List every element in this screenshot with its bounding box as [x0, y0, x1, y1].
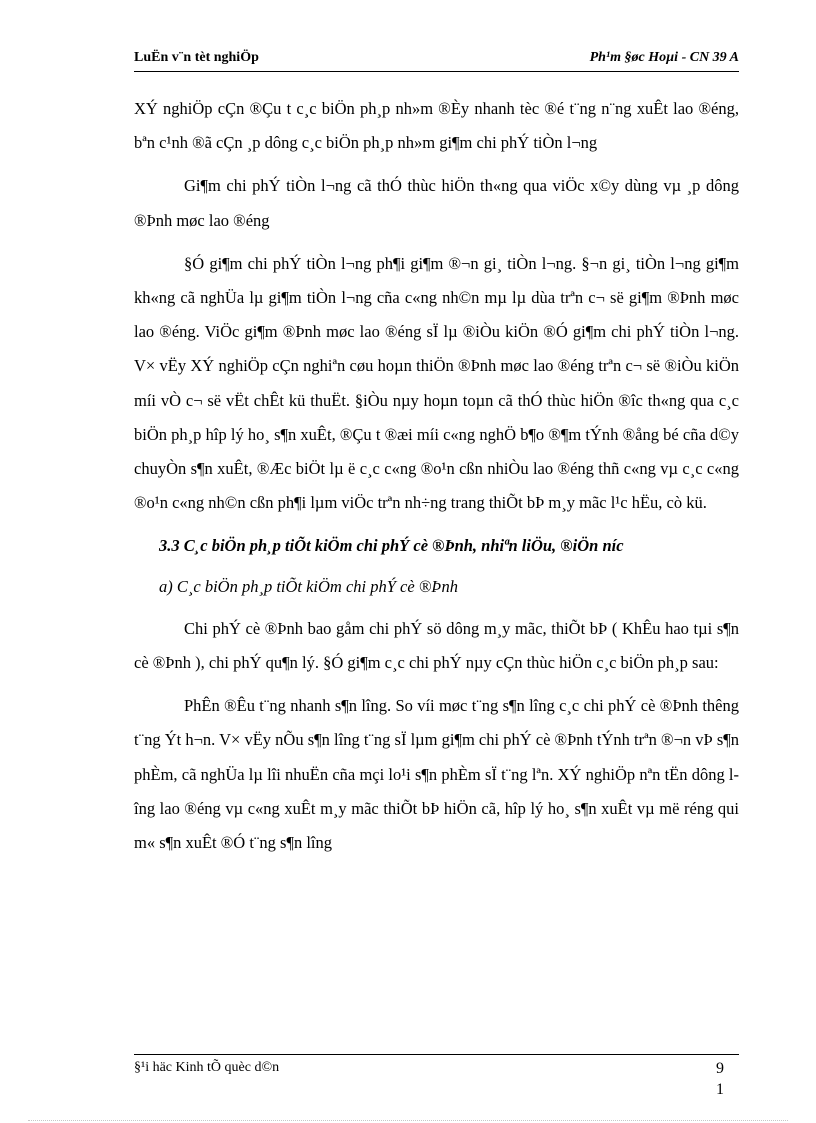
- header-thesis-title: LuËn v¨n tèt nghiÖp: [134, 50, 259, 65]
- header-rule: [134, 71, 739, 72]
- footer-university: §¹i häc Kinh tÕ quèc d©n: [134, 1060, 280, 1075]
- paragraph-5: PhÊn ®Êu t¨ng nhanh s¶n lîng. So víi møc t¨ng s¶n lîng c¸c chi phÝ cè ®Þnh thêng t¨ng Ýt h¬n. V× vËy nÕu s¶n lîng t¨ng sÏ lµm gi¶m chi phÝ cè ®Þnh tÝnh trªn ®¬n vÞ s¶n phÈm, cã nghÜa lµ lîi nhuËn cña mçi lo¹i s¶n phÈm sÏ t¨ng lªn. XÝ nghiÖp nªn tËn dông lîng lao ®éng vµ c«ng xuÊt m¸y mãc thiÕt bÞ hiÖn cã, hîp lý ho¸ s¶n xuÊt vµ më réng qui m« s¶n xuÊt ®Ó t¨ng s¶n lîng: [134, 696, 739, 853]
- footer-rule: [134, 1054, 739, 1055]
- page-edge-divider: [28, 1120, 788, 1121]
- paragraph-3: §Ó gi¶m chi phÝ tiÒn l¬ng ph¶i gi¶m ®¬n gi¸ tiÒn l¬ng. §¬n gi¸ tiÒn l¬ng gi¶m kh«ng cã nghÜa lµ gi¶m tiÒn l¬ng cña c«ng nh©n mµ lµ dùa trªn c¬ së gi¶m ®Þnh møc lao ®éng. ViÖc gi¶m ®Þnh møc lao ®éng sÏ lµ ®iÒu kiÖn ®Ó gi¶m chi phÝ tiÒn l¬ng. V× vËy XÝ nghiÖp cÇn nghiªn cøu hoµn thiÖn ®Þnh møc lao ®éng trªn c¬ së ®iÒu kiÖn míi vÒ c¬ së vËt chÊt kü thuËt. §iÒu nµy hoµn toµn cã thÓ thùc hiÖn ®îc th«ng qua c¸c biÖn ph¸p hîp lý ho¸ s¶n xuÊt, ®Çu t ®æi míi c«ng nghÖ b¶o ®¶m tÝnh ®ång bé cña d©y chuyÒn s¶n xuÊt, ®Æc biÖt lµ ë c¸c c«ng ®o¹n cßn nhiÒu lao ®éng thñ c«ng vµ c¸c c«ng ®o¹n c«ng nh©n cßn ph¶i lµm viÖc trªn nh÷ng trang thiÕt bÞ m¸y mãc l¹c hËu, cò kü.: [134, 253, 739, 513]
- page-number-line-2: 1: [716, 1081, 724, 1098]
- page-number: [710, 1058, 730, 1100]
- section-heading: 3.3 C¸c biÖn ph¸p tiÕt kiÖm chi phÝ cè ®Þnh, nhiªn liÖu, ®iÖn níc: [159, 536, 624, 556]
- paragraph-2: Gi¶m chi phÝ tiÒn l¬ng cã thÓ thùc hiÖn th«ng qua viÖc x©y dùng vµ ¸p dông ®Þnh møc lao ®éng: [134, 176, 739, 230]
- page-header: [134, 50, 739, 70]
- page-body: [134, 92, 739, 869]
- paragraph-4: Chi phÝ cè ®Þnh bao gåm chi phÝ sö dông m¸y mãc, thiÕt bÞ ( KhÊu hao tµi s¶n cè ®Þnh ), chi phÝ qu¶n lý. §Ó gi¶m c¸c chi phÝ nµy cÇn thùc hiÖn c¸c biÖn ph¸p sau:: [134, 618, 739, 673]
- subsection-heading: a) C¸c biÖn ph¸p tiÕt kiÖm chi phÝ cè ®Þnh: [159, 576, 458, 596]
- header-author: Ph¹m §øc Hoµi - CN 39 A: [589, 50, 739, 65]
- page-number-line-1: 9: [716, 1060, 724, 1077]
- paragraph-1: XÝ nghiÖp cÇn ®Çu t c¸c biÖn ph¸p nh»m ®Èy nhanh tèc ®é t¨ng n¨ng xuÊt lao ®éng, bªn c¹nh ®ã cÇn ¸p dông c¸c biÖn ph¸p nh»m gi¶m chi phÝ tiÒn l¬ng: [134, 99, 739, 153]
